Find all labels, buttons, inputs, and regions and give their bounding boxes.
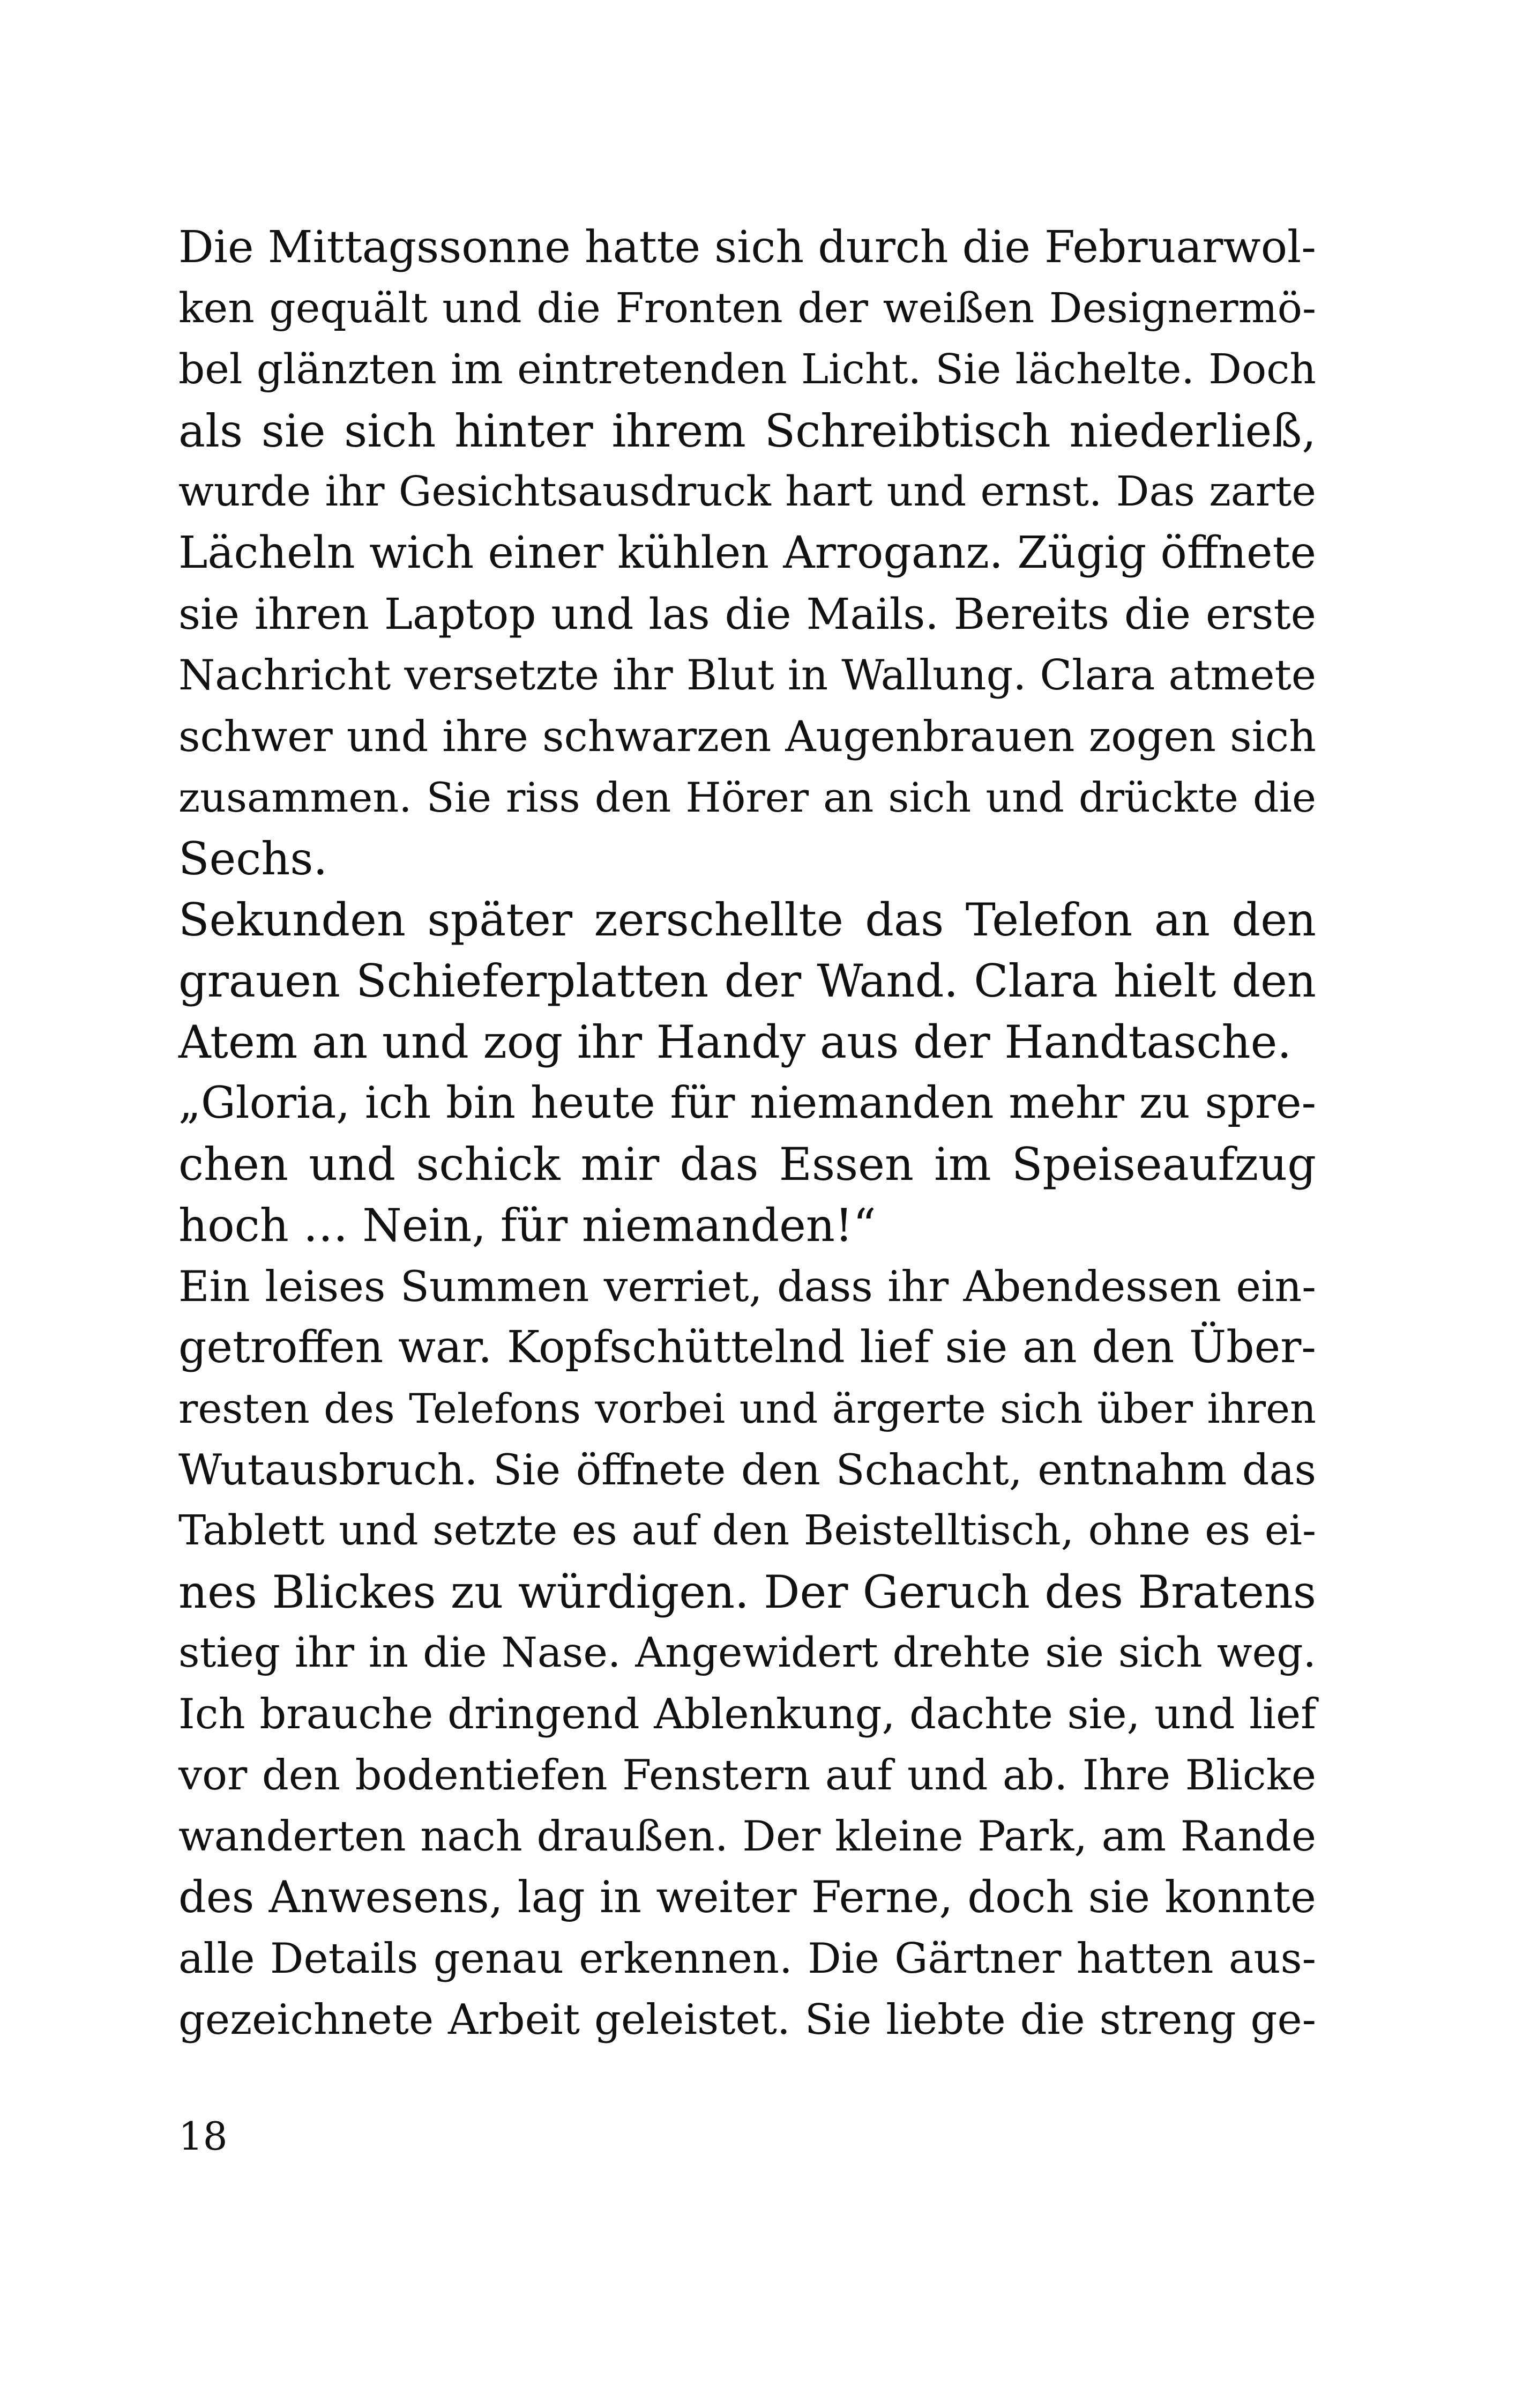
text-line: schwer und ihre schwarzen Augenbrauen zogen sich (178, 712, 1316, 761)
text-line: hoch … Nein, für niemanden!“ (178, 1199, 876, 1252)
text-line: getroffen war. Kopfschüttelnd lief sie an den Über- (178, 1322, 1316, 1373)
text-line: zusammen. Sie riss den Hörer an sich und drückte die (178, 774, 1316, 821)
text-line: stieg ihr in die Nase. Angewidert drehte sie sich weg. (178, 1629, 1316, 1677)
page-number: 18 (178, 2114, 228, 2159)
text-line: sie ihren Laptop und las die Mails. Bereits die erste (178, 589, 1316, 639)
text-line: des Anwesens, lag in weiter Ferne, doch sie konnte (178, 1872, 1316, 1923)
text-line: als sie sich hinter ihrem Schreibtisch niederließ, (178, 405, 1316, 457)
text-line: Nachricht versetzte ihr Blut in Wallung. Clara atmete (178, 651, 1316, 700)
text-line: wurde ihr Gesichtsausdruck hart und ernst. Das zarte (178, 468, 1316, 516)
text-line: chen und schick mir das Essen im Speiseaufzug (178, 1138, 1316, 1191)
text-line: Sekunden später zerschellte das Telefon an den (178, 894, 1316, 946)
text-line: Lächeln wich einer kühlen Arroganz. Zügig öffnete (178, 527, 1316, 578)
text-line: ken gequält und die Fronten der weißen Designermö- (178, 285, 1316, 332)
text-line: Atem an und zog ihr Handy aus der Handtasche. (178, 1016, 1292, 1068)
text-line: Die Mittagssonne hatte sich durch die Februarwol- (178, 222, 1316, 273)
text-line: gezeichnete Arbeit geleistet. Sie liebte die streng ge- (178, 1996, 1316, 2044)
text-line: Ein leises Summen verriet, dass ihr Abendessen ein- (178, 1262, 1316, 1311)
body-text (178, 217, 1316, 2050)
text-line: bel glänzten im eintretenden Licht. Sie lächelte. Doch (178, 346, 1316, 393)
text-line: Sechs. (178, 833, 328, 885)
text-line: Wutausbruch. Sie öffnete den Schacht, entnahm das (178, 1445, 1316, 1495)
text-line: wanderten nach draußen. Der kleine Park, am Rande (178, 1812, 1316, 1861)
text-line: alle Details genau erkennen. Die Gärtner hatten aus- (178, 1935, 1316, 1983)
text-line: nes Blickes zu würdigen. Der Geruch des Bratens (178, 1566, 1316, 1618)
text-line: resten des Telefons vorbei und ärgerte sich über ihren (178, 1385, 1316, 1432)
text-line: „Gloria, ich bin heute für niemanden mehr zu spre- (178, 1078, 1316, 1128)
text-line: grauen Schieferplatten der Wand. Clara hielt den (178, 955, 1316, 1007)
text-line: vor den bodentiefen Fenstern auf und ab. Ihre Blicke (178, 1751, 1316, 1800)
text-line: Ich brauche dringend Ablenkung, dachte sie, und lief (178, 1690, 1316, 1738)
text-line: Tablett und setzte es auf den Beistelltisch, ohne es ei- (178, 1507, 1316, 1555)
